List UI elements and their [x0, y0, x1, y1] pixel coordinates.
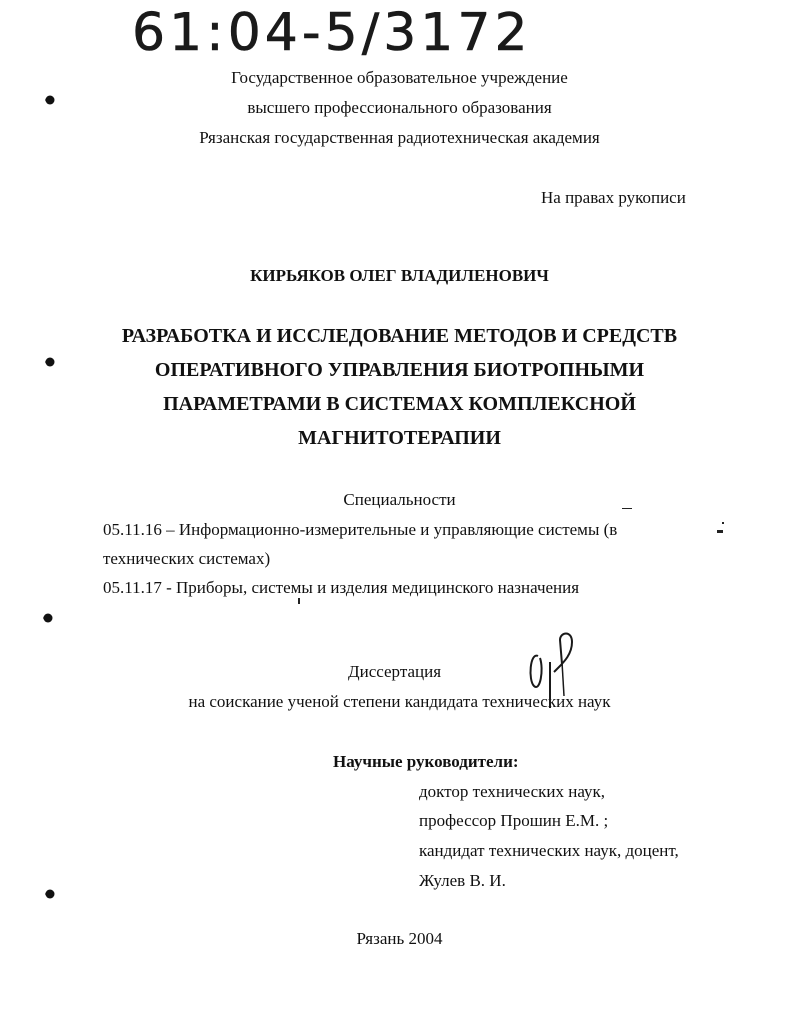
archive-stamp-text: 61:04-5/3172 — [132, 3, 532, 62]
rights-note: На правах рукописи — [541, 188, 686, 207]
specialty-2: 05.11.17 - Приборы, системы и изделия медицинского назначения — [103, 578, 580, 597]
binding-hole-mark — [42, 612, 54, 624]
specialty-1-line-2: технических системах) — [103, 549, 271, 568]
supervisor-line-2: профессор Прошин Е.М. ; — [419, 811, 609, 830]
supervisors-heading: Научные руководители: — [333, 752, 519, 771]
supervisor-line-1: доктор технических наук, — [419, 782, 606, 801]
supervisor-line-3: кандидат технических наук, доцент, — [419, 841, 679, 860]
specialties-heading: Специальности — [343, 490, 456, 509]
institution-line-3: Рязанская государственная радиотехническая академия — [199, 128, 600, 147]
binding-hole-mark — [44, 888, 56, 900]
archive-stamp-handwriting — [128, 0, 598, 62]
thesis-title-line-1: РАЗРАБОТКА И ИССЛЕДОВАНИЕ МЕТОДОВ И СРЕДСТВ — [121, 325, 678, 347]
scan-speck — [722, 522, 724, 524]
thesis-title-line-2: ОПЕРАТИВНОГО УПРАВЛЕНИЯ БИОТРОПНЫМИ — [154, 359, 645, 381]
thesis-title-line-3: ПАРАМЕТРАМИ В СИСТЕМАХ КОМПЛЕКСНОЙ — [163, 393, 636, 415]
scan-speck — [298, 598, 300, 604]
specialty-1-line-1: 05.11.16 – Информационно-измерительные и управляющие системы (в — [103, 520, 618, 539]
signature-mark — [520, 622, 600, 712]
author-name: КИРЬЯКОВ ОЛЕГ ВЛАДИЛЕНОВИЧ — [250, 266, 549, 285]
institution-line-2: высшего профессионального образования — [247, 98, 552, 117]
dissertation-label: Диссертация — [348, 662, 442, 681]
degree-line: на соискание ученой степени кандидата технических наук — [188, 692, 611, 711]
institution-line-1: Государственное образовательное учреждение — [231, 68, 568, 87]
city-year: Рязань 2004 — [356, 929, 443, 948]
scan-speck — [717, 530, 723, 533]
supervisor-line-4: Жулев В. И. — [419, 871, 506, 890]
thesis-title-line-4: МАГНИТОТЕРАПИИ — [298, 427, 501, 449]
